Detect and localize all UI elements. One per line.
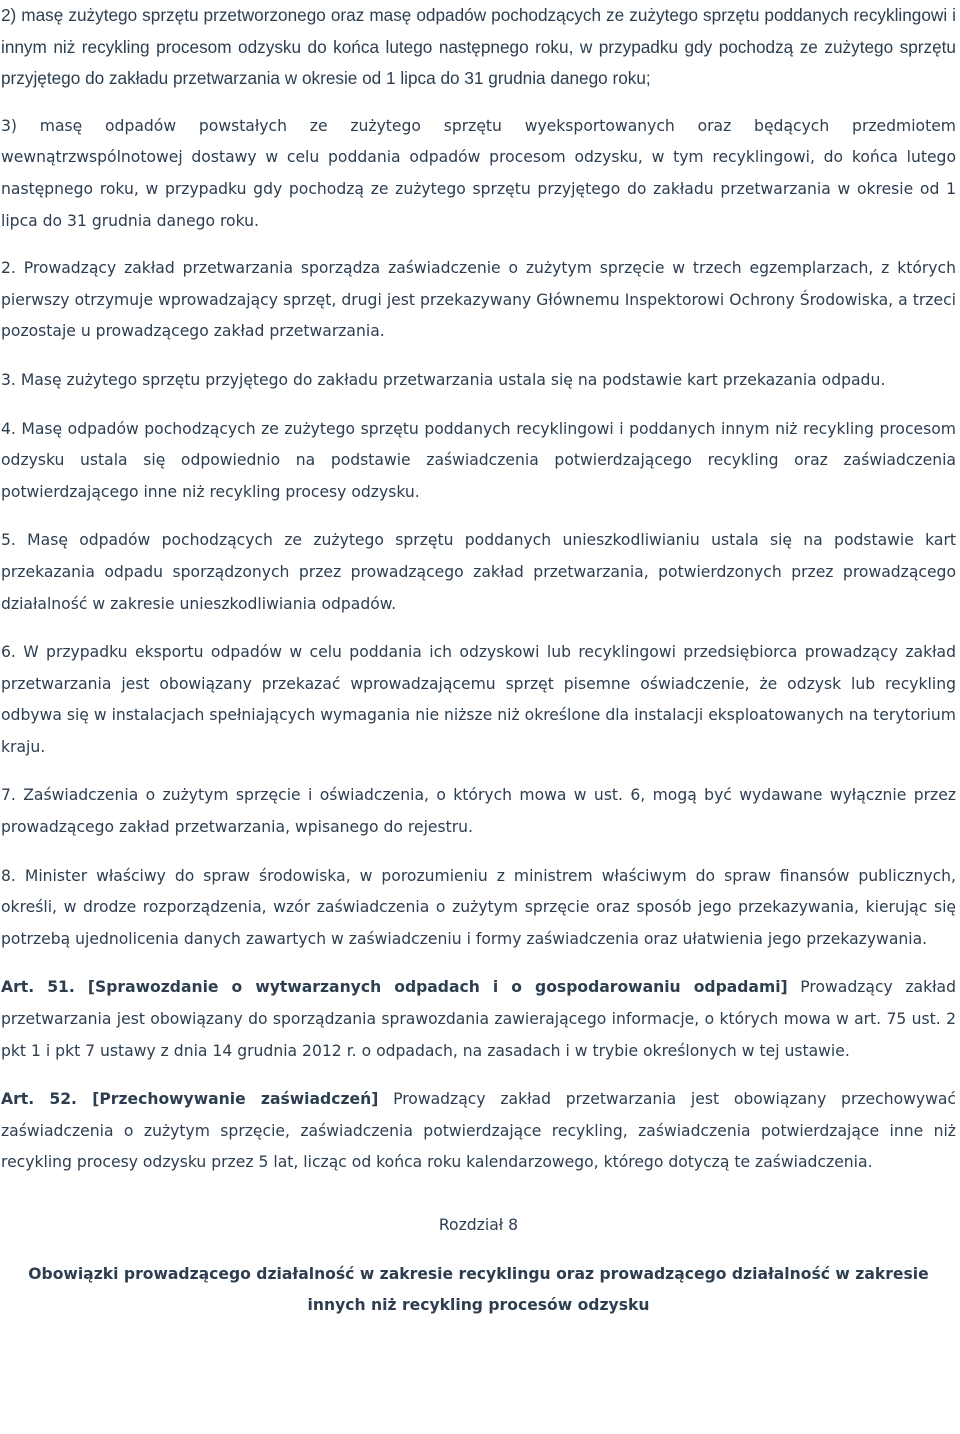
paragraph-5: 5. Masę odpadów pochodzących ze zużytego sprzętu poddanych unieszkodliwianiu ustala się na podstawie kart przekazania odpadu sporządzonych przez prowadzącego zakład przetwarzania, potwierdzonych przez prowadzącego działalność w zakresie unieszkodliwiania odpadów. bbox=[1, 531, 956, 613]
item-2-continuation: 2) masę zużytego sprzętu przetworzonego oraz masę odpadów pochodzących ze zużytego sprzętu poddanych recyklingowi i innym niż recykling procesom odzysku do końca lutego następnego roku, w przypadku gdy pochodzą ze zużytego sprzętu przyjętego do zakładu przetwarzania w okresie od 1 lipca do 31 grudnia danego roku; bbox=[1, 5, 956, 89]
article-51-heading: Art. 51. [Sprawozdanie o wytwarzanych odpadach i o gospodarowaniu odpadami] bbox=[1, 978, 788, 997]
paragraph-3: 3. Masę zużytego sprzętu przyjętego do zakładu przetwarzania ustala się na podstawie kart przekazania odpadu. bbox=[1, 370, 886, 389]
article-51-body: Prowadzący zakład przetwarzania jest obowiązany do sporządzania sprawozdania zawierającego informacje, o których mowa w art. 75 ust. 2 pkt 1 i pkt 7 ustawy z dnia 14 grudnia 2012 r. o odpadach, na zasadach i w trybie określonych w tej ustawie. bbox=[1, 978, 956, 1060]
article-52-heading: Art. 52. [Przechowywanie zaświadczeń] bbox=[1, 1090, 379, 1109]
paragraph-2: 2. Prowadzący zakład przetwarzania sporządza zaświadczenie o zużytym sprzęcie w trzech egzemplarzach, z których pierwszy otrzymuje wprowadzający sprzęt, drugi jest przekazywany Głównemu Inspektorowi Ochrony Środowiska, a trzeci pozostaje u prowadzącego zakład przetwarzania. bbox=[1, 259, 956, 341]
chapter-title: Obowiązki prowadzącego działalność w zakresie recyklingu oraz prowadzącego działalność w zakresie innych niż recykling procesów odzysku bbox=[28, 1264, 929, 1315]
chapter-label: Rozdział 8 bbox=[438, 1216, 519, 1234]
article-52 bbox=[1, 1084, 956, 1179]
paragraph-8: 8. Minister właściwy do spraw środowiska, w porozumieniu z ministrem właściwym do spraw finansów publicznych, określi, w drodze rozporządzenia, wzór zaświadczenia o zużytym sprzęcie oraz sposób jego przekazywania, kierując się potrzebą ujednolicenia danych zawartych w zaświadczeniu i formy zaświadczenia oraz ułatwienia jego przekazywania. bbox=[1, 866, 956, 948]
item-3: 3) masę odpadów powstałych ze zużytego sprzętu wyeksportowanych oraz będących przedmiotem wewnątrzwspólnotowej dostawy w celu poddania odpadów procesom odzysku, w tym recyklingowi, do końca lutego następnego roku, w przypadku gdy pochodzą ze zużytego sprzętu przyjętego do zakładu przetwarzania w okresie od 1 lipca do 31 grudnia danego roku. bbox=[1, 116, 956, 230]
article-51 bbox=[1, 972, 956, 1067]
paragraph-4: 4. Masę odpadów pochodzących ze zużytego sprzętu poddanych recyklingowi i poddanych innym niż recykling procesom odzysku ustala się odpowiednio na podstawie zaświadczenia potwierdzającego recykling oraz zaświadczenia potwierdzającego inne niż recykling procesy odzysku. bbox=[1, 419, 956, 501]
paragraph-6: 6. W przypadku eksportu odpadów w celu poddania ich odzyskowi lub recyklingowi przedsiębiorca prowadzący zakład przetwarzania jest obowiązany przekazać wprowadzającemu sprzęt pisemne oświadczenie, że odzysk lub recykling odbywa się w instalacjach spełniających wymagania nie niższe niż określone dla instalacji eksploatowanych na terytorium kraju. bbox=[1, 643, 956, 756]
paragraph-7: 7. Zaświadczenia o zużytym sprzęcie i oświadczenia, o których mowa w ust. 6, mogą być wydawane wyłącznie przez prowadzącego zakład przetwarzania, wpisanego do rejestru. bbox=[1, 786, 956, 837]
article-52-body: Prowadzący zakład przetwarzania jest obowiązany przechowywać zaświadczenia o zużytym sprzęcie, zaświadczenia potwierdzające recykling, zaświadczenia potwierdzające inne niż recykling procesy odzysku przez 5 lat, licząc od końca roku kalendarzowego, którego dotyczą te zaświadczenia. bbox=[1, 1090, 956, 1172]
